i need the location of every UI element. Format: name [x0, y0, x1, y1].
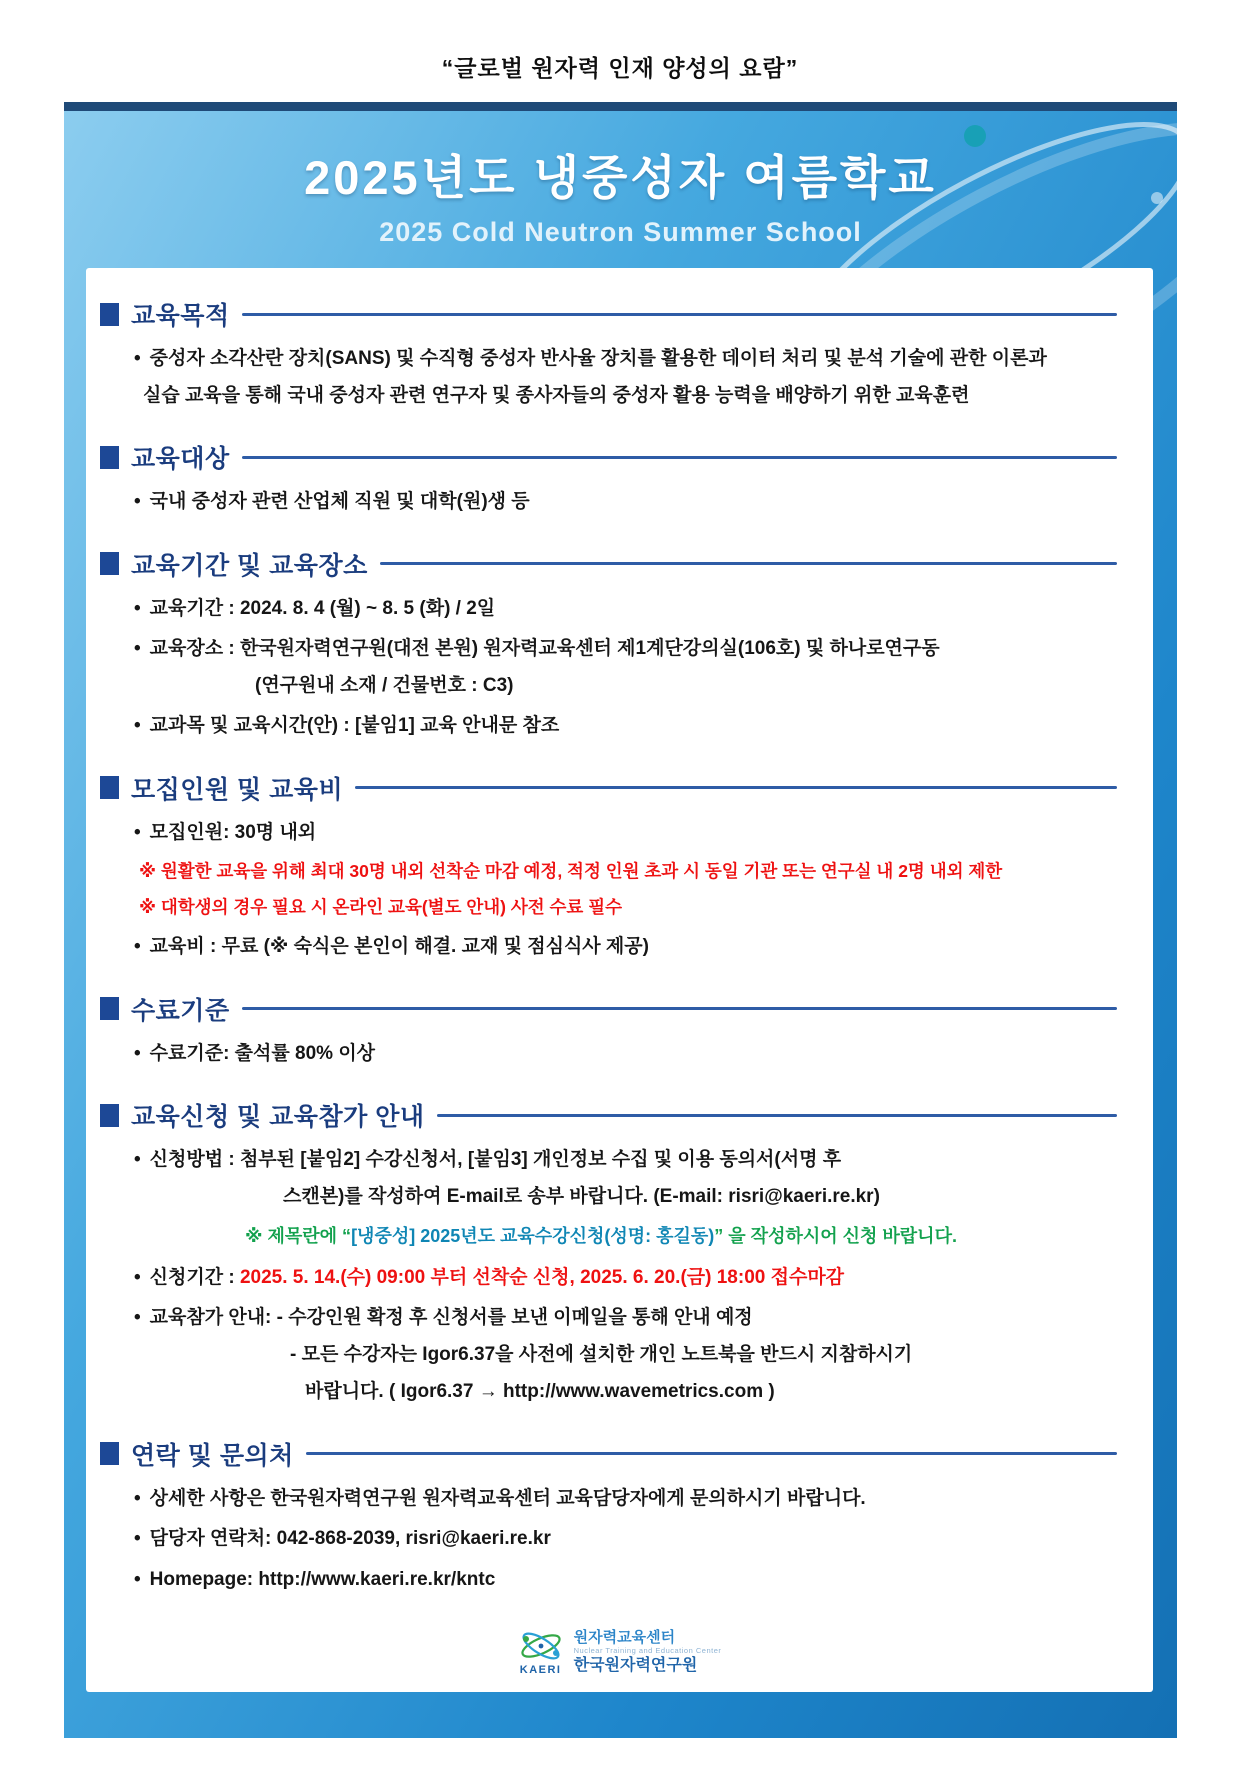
- bullet-item: [134, 488, 1117, 516]
- section-contact: [100, 1436, 1117, 1594]
- square-bullet-icon: [100, 552, 119, 575]
- contact-info-text: 상세한 사항은 한국원자력연구원 원자력교육센터 교육담당자에게 문의하시기 바랍니다.: [149, 1487, 866, 1509]
- header-top-stripe: [64, 102, 1177, 111]
- recruit-count-text: 모집인원: 30명 내외: [149, 821, 317, 843]
- section-apply: [100, 1097, 1117, 1405]
- poster-header: [64, 111, 1177, 248]
- recruit-note-1: ※ 원활한 교육을 위해 최대 30명 내외 선착순 마감 예정, 적정 인원 초과 시 동일 기관 또는 연구실 내 2명 내외 제한: [139, 861, 1003, 882]
- bullet-icon: [134, 595, 141, 623]
- square-bullet-icon: [100, 446, 119, 469]
- education-center-subtitle: Nuclear Training and Education Center: [573, 1645, 722, 1655]
- bullet-icon: [134, 1040, 141, 1068]
- kaeri-logo: [518, 1629, 564, 1676]
- section-title: 연락 및 문의처: [131, 1441, 294, 1470]
- section-purpose-heading: [100, 296, 1117, 332]
- bullet-item: [134, 345, 1117, 373]
- note-suffix: ” 을 작성하시어 신청 바랍니다.: [714, 1226, 957, 1247]
- section-recruit-heading: [100, 770, 1117, 806]
- bullet-icon: [134, 635, 141, 663]
- square-bullet-icon: [100, 997, 119, 1020]
- bullet-icon: [134, 345, 141, 373]
- heading-rule: [380, 562, 1117, 565]
- section-purpose: [100, 296, 1117, 409]
- section-title: 교육목적: [131, 302, 230, 330]
- section-period-heading: [100, 546, 1117, 582]
- section-target: [100, 439, 1117, 516]
- bullet-icon: [134, 819, 141, 847]
- square-bullet-icon: [100, 303, 119, 326]
- section-completion: [100, 991, 1117, 1068]
- heading-rule: [355, 786, 1117, 789]
- bullet-item: [134, 1566, 1117, 1594]
- bullet-icon: [134, 1146, 141, 1174]
- bullet-icon: [134, 1304, 141, 1332]
- bullet-item: [134, 595, 1117, 623]
- heading-rule: [242, 1007, 1117, 1010]
- apply-method-line1: 신청방법 : 첨부된 [붙임2] 수강신청서, [붙임3] 개인정보 수집 및 이용 동의서(서명 후: [149, 1149, 842, 1171]
- guide-label: 교육참가 안내:: [149, 1307, 277, 1329]
- curriculum-text: 교과목 및 교육시간(안) : [붙임1] 교육 안내문 참조: [149, 715, 560, 737]
- poster-panel: [64, 102, 1177, 1738]
- poster-title: 2025년도 냉중성자 여름학교: [304, 151, 937, 204]
- institute-name: 한국원자력연구원: [573, 1657, 698, 1675]
- square-bullet-icon: [100, 1104, 119, 1127]
- heading-rule: [437, 1114, 1118, 1117]
- bullet-icon: [134, 1264, 141, 1292]
- section-title: 교육기간 및 교육장소: [131, 551, 368, 580]
- period-text: 교육기간 : 2024. 8. 4 (월) ~ 8. 5 (화) / 2일: [149, 597, 496, 619]
- bullet-item: [134, 1040, 1117, 1068]
- heading-rule: [242, 456, 1117, 459]
- contact-homepage: Homepage: http://www.kaeri.re.kr/kntc: [149, 1568, 496, 1590]
- bullet-icon: [134, 1566, 141, 1594]
- bullet-icon: [134, 712, 141, 740]
- bullet-item: [134, 635, 1117, 663]
- participation-guide-line1: [150, 1304, 753, 1332]
- apply-period-label: 신청기간 :: [149, 1266, 240, 1288]
- bullet-icon: [134, 933, 141, 961]
- bullet-item: [134, 1146, 1117, 1174]
- contact-phone-email: 담당자 연락처: 042-868-2039, risri@kaeri.re.kr: [149, 1528, 551, 1550]
- target-text: 국내 중성자 관련 산업체 직원 및 대학(원)생 등: [149, 491, 530, 513]
- kaeri-atom-icon: [518, 1629, 564, 1663]
- bullet-item: [134, 1485, 1117, 1513]
- place-text-line1: 교육장소 : 한국원자력연구원(대전 본원) 원자력교육센터 제1계단강의실(106호) 및 하나로연구동: [149, 638, 940, 660]
- section-title: 교육대상: [131, 445, 230, 474]
- section-period-place: [100, 546, 1117, 740]
- section-title: 교육신청 및 교육참가 안내: [131, 1103, 425, 1132]
- heading-rule: [242, 313, 1117, 316]
- section-recruit-fee: [100, 770, 1117, 961]
- recruit-note-2: ※ 대학생의 경우 필요 시 온라인 교육(별도 안내) 사전 수료 필수: [139, 896, 623, 917]
- apply-method-line2: 스캔본)를 작성하여 E-mail로 송부 바랍니다. (E-mail: risri@kaeri.re.kr): [283, 1185, 880, 1207]
- participation-guide-line2: - 모든 수강자는 Igor6.37을 사전에 설치한 개인 노트북을 반드시 지참하시기: [290, 1343, 913, 1365]
- apply-period-line: [150, 1264, 844, 1292]
- participation-guide-line3: 바랍니다. ( Igor6.37 → http://www.wavemetrics.com ): [305, 1381, 775, 1403]
- section-completion-heading: [100, 991, 1117, 1027]
- square-bullet-icon: [100, 1442, 119, 1465]
- note-prefix: ※ 제목란에 “: [245, 1226, 352, 1247]
- footer-org-names: [574, 1629, 722, 1675]
- section-apply-heading: [100, 1097, 1117, 1133]
- bullet-item: [134, 819, 1117, 847]
- bullet-item: [134, 1304, 1117, 1332]
- bullet-icon: [134, 1485, 141, 1513]
- bullet-icon: [134, 1525, 141, 1553]
- education-center-name: 원자력교육센터: [573, 1629, 676, 1647]
- bullet-item: [134, 1264, 1117, 1292]
- page-tagline: “글로벌 원자력 인재 양성의 요람”: [441, 55, 799, 81]
- fee-text: 교육비 : 무료 (※ 숙식은 본인이 해결. 교재 및 점심식사 제공): [149, 936, 649, 958]
- apply-subject-note: [245, 1224, 1117, 1249]
- poster-subtitle: 2025 Cold Neutron Summer School: [379, 217, 862, 247]
- content-area: [86, 268, 1153, 1692]
- kaeri-logo-text: KAERI: [519, 1664, 562, 1676]
- purpose-text-line2: 실습 교육을 통해 국내 중성자 관련 연구자 및 종사자들의 중성자 활용 능력을 배양하기 위한 교육훈련: [143, 384, 970, 406]
- square-bullet-icon: [100, 776, 119, 799]
- section-contact-heading: [100, 1436, 1117, 1472]
- bullet-icon: [134, 488, 141, 516]
- bullet-item: [134, 1525, 1117, 1553]
- guide-item1: - 수강인원 확정 후 신청서를 보낸 이메일을 통해 안내 예정: [276, 1307, 753, 1329]
- section-target-heading: [100, 439, 1117, 475]
- footer-logo: [86, 1629, 1153, 1676]
- section-title: 수료기준: [131, 996, 230, 1025]
- completion-text: 수료기준: 출석률 80% 이상: [149, 1042, 376, 1064]
- heading-rule: [306, 1452, 1117, 1455]
- purpose-text-line1: 중성자 소각산란 장치(SANS) 및 수직형 중성자 반사율 장치를 활용한 데이터 처리 및 분석 기술에 관한 이론과: [149, 348, 1047, 369]
- apply-period-value: 2025. 5. 14.(수) 09:00 부터 선착순 신청, 2025. 6. 20.(금) 18:00 접수마감: [239, 1266, 845, 1288]
- place-text-line2: (연구원내 소재 / 건물번호 : C3): [255, 674, 514, 696]
- note-highlight: [냉중성] 2025년도 교육수강신청(성명: 홍길동): [351, 1226, 715, 1247]
- bullet-item: [134, 712, 1117, 740]
- bullet-item: [134, 933, 1117, 961]
- section-title: 모집인원 및 교육비: [131, 775, 344, 804]
